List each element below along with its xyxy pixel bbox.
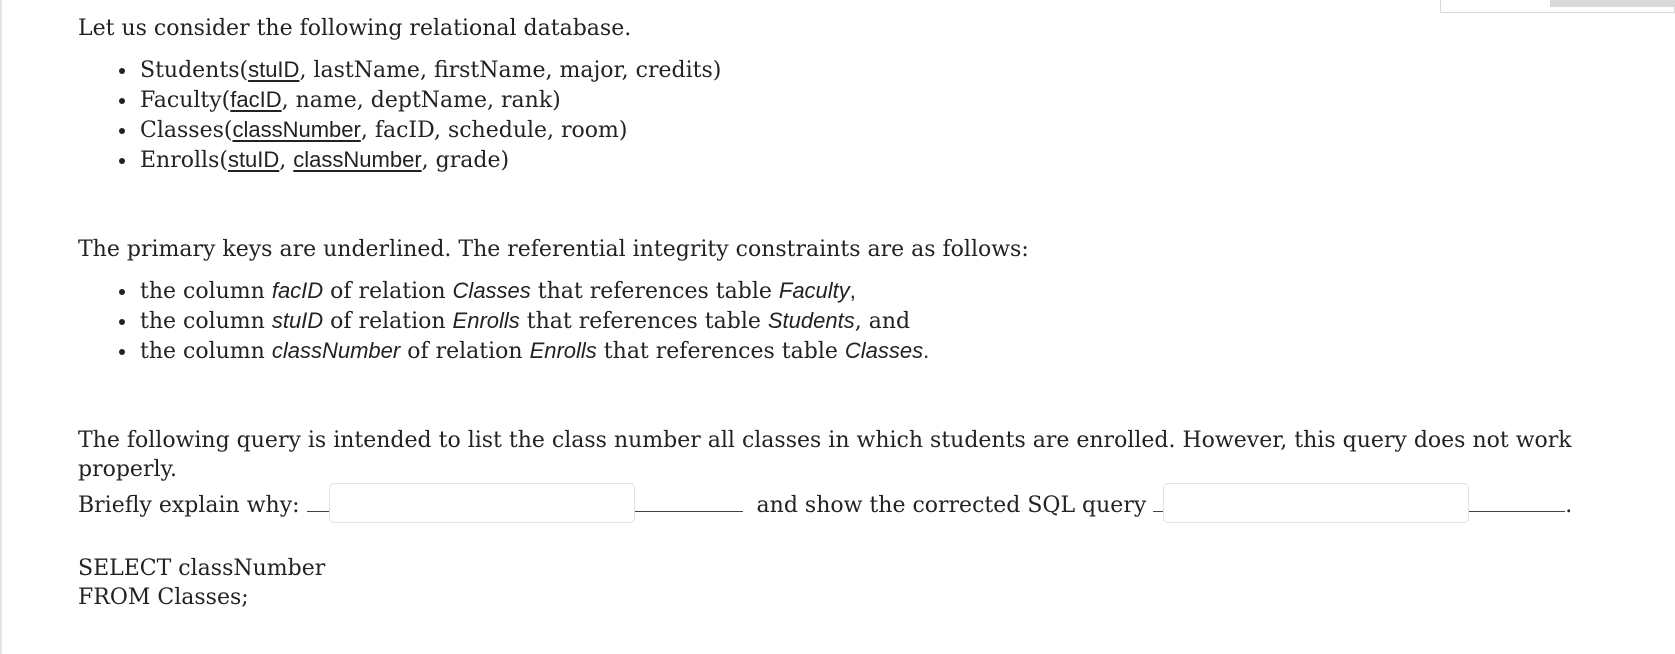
relation-name: Enrolls (452, 308, 520, 334)
blank-underline (1153, 510, 1163, 512)
primary-key: stuID (248, 57, 300, 83)
relation-name: Enrolls (529, 338, 597, 364)
referenced-table: Students (767, 308, 855, 334)
constraint-text: that references table (596, 339, 845, 365)
column-name: facID (271, 278, 324, 304)
show-query-label: and show the corrected SQL query (756, 493, 1147, 519)
relation-classes (138, 115, 1658, 145)
constraint-text: that references table (530, 279, 779, 305)
blank-underline (307, 510, 329, 512)
blank-underline (635, 510, 743, 512)
sql-from-line: FROM Classes; (78, 585, 249, 611)
column-name: stuID (271, 308, 324, 334)
constraint-text: that references table (519, 309, 768, 335)
sql-select-line: SELECT classNumber (78, 556, 326, 582)
page-left-border (0, 0, 2, 654)
relation-name: Classes( (140, 118, 233, 144)
relation-name: Enrolls( (140, 148, 228, 174)
referenced-table: Faculty (778, 278, 850, 304)
question-body (78, 14, 1658, 612)
constraint-list (78, 276, 1658, 366)
column-name: classNumber (271, 338, 401, 364)
constraint-end: , (849, 278, 856, 304)
primary-key: stuID (227, 147, 280, 173)
relation-name: Classes (452, 278, 531, 304)
constraint-item (138, 276, 1658, 306)
primary-key: classNumber (232, 117, 361, 143)
answer-line (78, 486, 1658, 526)
explain-answer-input[interactable] (329, 483, 635, 523)
relation-attributes: , name, deptName, rank) (281, 88, 561, 114)
relation-attributes: , grade) (421, 148, 510, 174)
relation-list (78, 55, 1658, 175)
key-separator: , (279, 148, 294, 174)
question-text: The following query is intended to list the class number all classes in which students are enrolled. However, this query does not work properly. (78, 428, 1572, 483)
top-right-scroll-tab (1550, 0, 1675, 7)
constraint-text: the column (140, 339, 272, 365)
constraints-intro: The primary keys are underlined. The referential integrity constraints are as follows: (78, 237, 1029, 263)
relation-name: Faculty( (140, 88, 231, 114)
primary-key: classNumber (293, 147, 422, 173)
constraint-end: . (923, 338, 930, 364)
constraint-text: the column (140, 279, 272, 305)
constraint-item (138, 306, 1658, 336)
constraint-text: of relation (323, 309, 453, 335)
sql-query (78, 554, 1658, 612)
primary-key: facID (230, 87, 282, 113)
constraint-text: of relation (323, 279, 453, 305)
relation-students (138, 55, 1658, 85)
constraint-text: the column (140, 309, 272, 335)
constraint-text: of relation (400, 339, 530, 365)
relation-name: Students( (140, 58, 249, 84)
intro-text: Let us consider the following relational database. (78, 16, 632, 41)
blank-underline (1469, 510, 1565, 512)
sentence-end: . (1565, 493, 1573, 519)
relation-attributes: , lastName, firstName, major, credits) (299, 58, 722, 84)
relation-enrolls (138, 145, 1658, 175)
sql-answer-input[interactable] (1163, 483, 1469, 523)
explain-label: Briefly explain why: (78, 493, 300, 519)
constraint-end: , and (854, 309, 911, 335)
relation-faculty (138, 85, 1658, 115)
referenced-table: Classes (844, 338, 924, 364)
relation-attributes: , facID, schedule, room) (360, 118, 628, 144)
constraint-item (138, 336, 1658, 366)
